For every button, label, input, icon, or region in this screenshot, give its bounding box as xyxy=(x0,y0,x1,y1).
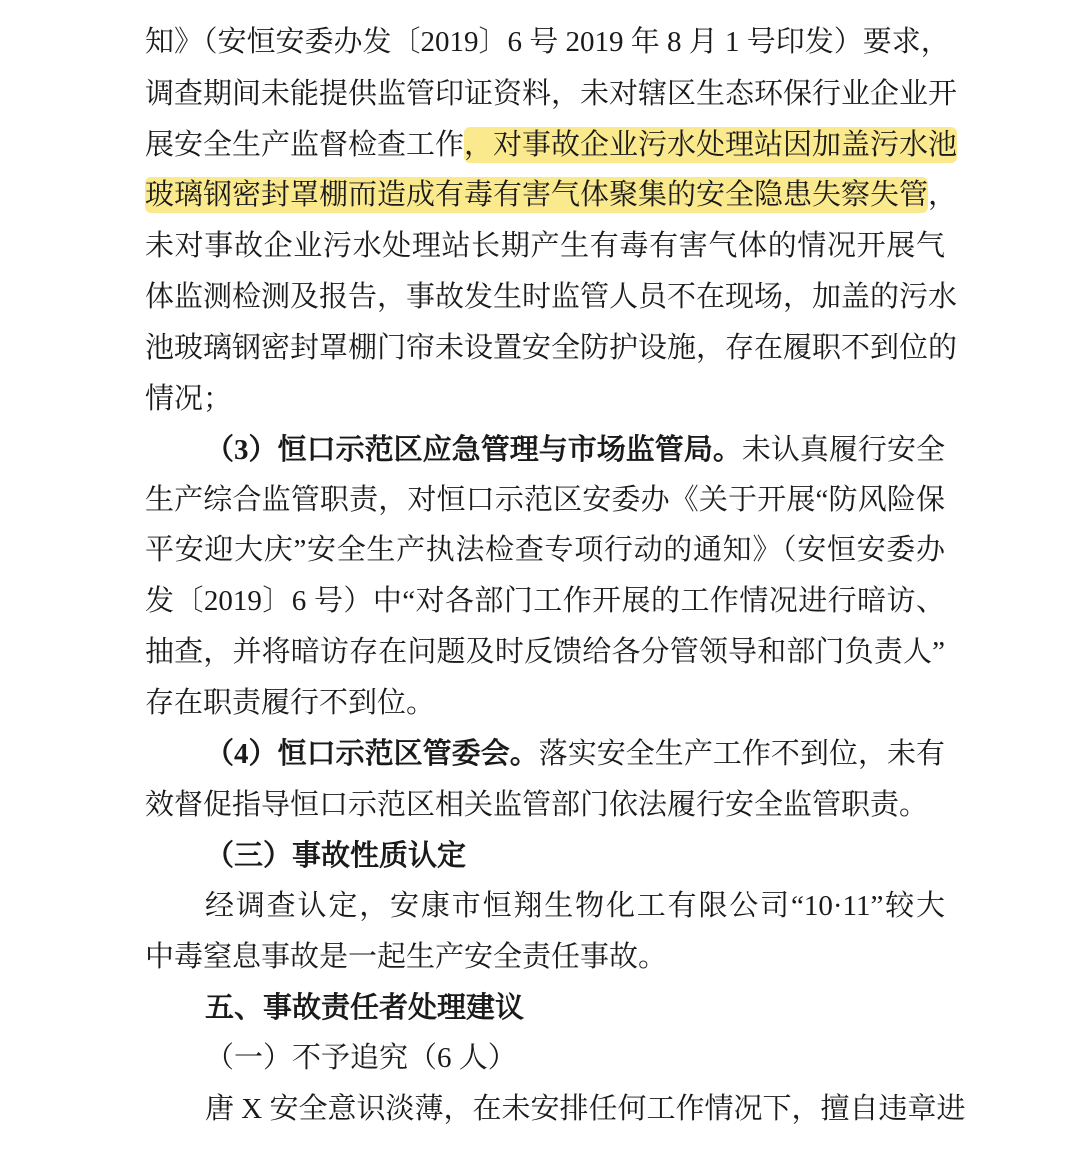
line-text: ， xyxy=(928,179,958,211)
subsection-heading xyxy=(205,1033,945,1083)
line-text: 池玻璃钢密封罩棚门帘未设置安全防护设施，存在履职不到位的 xyxy=(145,332,958,364)
text-line xyxy=(145,374,945,424)
section-heading-line xyxy=(205,729,945,779)
bold-heading: （4）恒口示范区管委会。 xyxy=(205,738,539,770)
line-text: 平安迎大庆”安全生产执法检查专项行动的通知》（安恒安委办 xyxy=(145,534,945,566)
line-text: 存在职责履行不到位。 xyxy=(145,687,436,719)
line-text: 展安全生产监督检查工作 xyxy=(145,129,465,161)
text-line xyxy=(205,881,945,931)
line-text: 抽查，并将暗访存在问题及时反馈给各分管领导和部门负责人” xyxy=(145,636,945,668)
line-text: 调查期间未能提供监管印证资料，未对辖区生态环保行业企业开 xyxy=(145,78,958,110)
text-line xyxy=(145,120,958,170)
line-text: 经调查认定，安康市恒翔生物化工有限公司“10·11”较大 xyxy=(205,890,945,922)
line-text: （一）不予追究（6 人） xyxy=(205,1042,517,1074)
text-line xyxy=(145,17,950,67)
text-line xyxy=(145,221,945,271)
text-line xyxy=(145,627,945,677)
text-line xyxy=(145,69,958,119)
line-text: 发〔2019〕6 号）中“对各部门工作开展的工作情况进行暗访、 xyxy=(145,585,945,617)
text-line xyxy=(205,1084,966,1134)
text-line xyxy=(145,780,945,830)
text-line xyxy=(145,323,958,373)
text-line xyxy=(145,475,945,525)
line-text: 中毒窒息事故是一起生产安全责任事故。 xyxy=(145,941,668,973)
line-text: 体监测检测及报告，事故发生时监管人员不在现场，加盖的污水 xyxy=(145,281,958,313)
line-text: 未对事故企业污水处理站长期产生有毒有害气体的情况开展气 xyxy=(145,230,945,262)
text-line xyxy=(145,678,945,728)
text-line xyxy=(145,576,945,626)
text-line xyxy=(145,170,958,220)
highlighted-text: 玻璃钢密封罩棚而造成有毒有害气体聚集的安全隐患失察失管 xyxy=(145,179,929,211)
bold-heading: （三）事故性质认定 xyxy=(205,840,467,872)
line-text: 效督促指导恒口示范区相关监管部门依法履行安全监管职责。 xyxy=(145,789,929,821)
line-text: 未认真履行安全 xyxy=(741,434,945,466)
text-line xyxy=(145,525,945,575)
subsection-heading xyxy=(205,831,945,881)
line-text: 生产综合监管职责，对恒口示范区安委办《关于开展“防风险保 xyxy=(145,484,945,516)
section-heading-line xyxy=(205,425,945,475)
highlighted-text: ，对事故企业污水处理站因加盖污水池 xyxy=(464,129,958,161)
section-heading xyxy=(205,983,945,1033)
bold-heading: （3）恒口示范区应急管理与市场监管局。 xyxy=(205,434,742,466)
line-text: 知》（安恒安委办发〔2019〕6 号 2019 年 8 月 1 号印发）要求， xyxy=(145,26,950,58)
line-text: 情况； xyxy=(145,383,233,415)
line-text: 落实安全生产工作不到位，未有 xyxy=(538,738,945,770)
bold-heading: 五、事故责任者处理建议 xyxy=(205,992,525,1024)
text-line xyxy=(145,932,945,982)
line-text: 唐 X 安全意识淡薄，在未安排任何工作情况下，擅自违章进 xyxy=(205,1093,966,1125)
text-line xyxy=(145,272,958,322)
